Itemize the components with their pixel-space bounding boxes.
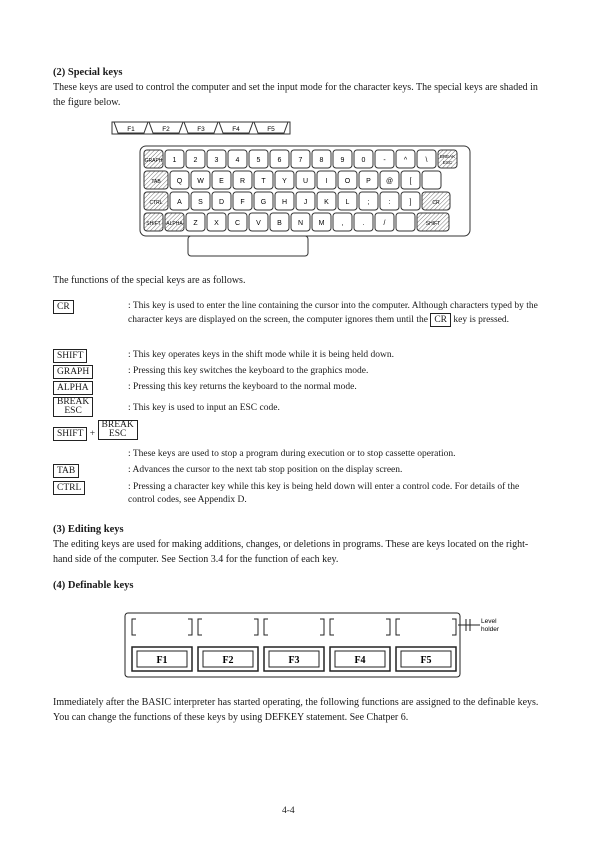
key-n xyxy=(291,213,310,231)
cr-keycap-inline: CR xyxy=(430,313,451,327)
key-shift xyxy=(144,213,163,231)
key-9 xyxy=(333,150,352,168)
def-cr-text: : This key is used to enter the line containing the cursor into the computer. Although characters typed by the character keys are displayed on the screen, the computer ignores them until the CR key is pressed. xyxy=(128,301,538,325)
svg-text:-: - xyxy=(383,157,386,164)
svg-text:F4: F4 xyxy=(354,655,366,666)
key-shift xyxy=(417,213,449,231)
key-s xyxy=(191,192,210,210)
key-p xyxy=(359,171,378,189)
key-x xyxy=(207,213,226,231)
svg-text:N: N xyxy=(297,220,304,227)
key-- xyxy=(401,171,420,189)
svg-text:P: P xyxy=(366,178,371,185)
svg-text:,: , xyxy=(341,220,344,227)
key-- xyxy=(401,192,420,210)
key-blank xyxy=(422,171,441,189)
key-f xyxy=(233,192,252,210)
svg-text:CR: CR xyxy=(432,200,440,206)
key-d xyxy=(212,192,231,210)
special-keys-intro: These keys are used to control the computer and set the input mode for the character keys. The special keys are shaded in the figure below. xyxy=(53,82,538,108)
svg-text:Q: Q xyxy=(176,178,183,185)
svg-text:SHIFT: SHIFT xyxy=(425,221,441,227)
svg-text:D: D xyxy=(218,199,225,206)
shift-keycap: SHIFT xyxy=(53,349,87,363)
key-tab xyxy=(144,171,168,189)
svg-text:B: B xyxy=(277,220,282,227)
svg-text:C: C xyxy=(234,220,241,227)
key-7 xyxy=(291,150,310,168)
svg-text:A: A xyxy=(177,199,182,206)
key-ctrl xyxy=(144,192,168,210)
svg-text:1: 1 xyxy=(172,157,177,164)
svg-text:F4: F4 xyxy=(232,126,240,133)
svg-text:F2: F2 xyxy=(222,655,234,666)
svg-text:J: J xyxy=(303,199,308,206)
break-esc-keycap-combo: BREAK ESC xyxy=(98,420,138,440)
key-i xyxy=(317,171,336,189)
svg-text:ALPHA: ALPHA xyxy=(166,221,183,227)
section-heading-special-keys: (2) Special keys xyxy=(53,67,123,78)
svg-text:G: G xyxy=(260,199,267,206)
definable-keys-body: Immediately after the BASIC interpreter has started operating, the following functions are assigned to the definable keys. You can change the functions of these keys by using DEFKEY statement. See Chatper 6. xyxy=(53,697,539,723)
svg-text:T: T xyxy=(261,178,266,185)
functions-intro: The functions of the special keys are as follows. xyxy=(53,275,246,286)
svg-text:\: \ xyxy=(425,157,428,164)
def-stop-text: : These keys are used to stop a program during execution or to stop cassette operation. xyxy=(128,449,456,459)
svg-text:SHIFT: SHIFT xyxy=(146,221,161,227)
key-- xyxy=(380,192,399,210)
svg-text:0: 0 xyxy=(361,157,366,164)
key-- xyxy=(417,150,436,168)
key-cr xyxy=(422,192,450,210)
level-label: Level xyxy=(481,618,497,625)
key-graph xyxy=(144,150,163,168)
svg-text:9: 9 xyxy=(340,157,345,164)
svg-text:GRAPH: GRAPH xyxy=(144,158,163,164)
key-v xyxy=(249,213,268,231)
plus-sign: + xyxy=(89,429,96,439)
key-g xyxy=(254,192,273,210)
svg-text:R: R xyxy=(239,178,246,185)
svg-text:E: E xyxy=(219,178,224,185)
definable-key-f5 xyxy=(396,647,456,671)
key-t xyxy=(254,171,273,189)
key-- xyxy=(375,213,394,231)
def-break-esc-text: : This key is used to input an ESC code. xyxy=(128,403,280,413)
key-6 xyxy=(270,150,289,168)
svg-text:]: ] xyxy=(409,199,412,206)
break-esc-keycap: BREAK ESC xyxy=(53,397,93,417)
key-l xyxy=(338,192,357,210)
svg-text:4: 4 xyxy=(235,157,240,164)
page-number: 4-4 xyxy=(282,806,295,816)
svg-text:2: 2 xyxy=(193,157,198,164)
key-b xyxy=(270,213,289,231)
svg-text:TAB: TAB xyxy=(151,179,161,185)
key-z xyxy=(186,213,205,231)
svg-text:7: 7 xyxy=(298,157,303,164)
key-y xyxy=(275,171,294,189)
svg-text:^: ^ xyxy=(403,157,408,164)
svg-text:CTRL: CTRL xyxy=(149,200,163,206)
svg-text:H: H xyxy=(281,199,288,206)
svg-text:F2: F2 xyxy=(162,126,170,133)
keyboard-illustration xyxy=(110,118,500,263)
svg-text:M: M xyxy=(318,220,325,227)
key-h xyxy=(275,192,294,210)
svg-text:I: I xyxy=(325,178,328,185)
svg-text:[: [ xyxy=(409,178,412,185)
svg-text:F3: F3 xyxy=(197,126,205,133)
svg-text::: : xyxy=(388,199,391,206)
svg-text:Y: Y xyxy=(282,178,287,185)
editing-keys-body: The editing keys are used for making additions, changes, or deletions in programs. These are keys located on the right-hand side of the computer. See Section 3.4 for the function of each key. xyxy=(53,539,529,565)
svg-text:8: 8 xyxy=(319,157,324,164)
key-u xyxy=(296,171,315,189)
svg-text:3: 3 xyxy=(214,157,219,164)
key-m xyxy=(312,213,331,231)
svg-text:F3: F3 xyxy=(288,655,300,666)
svg-text:K: K xyxy=(324,199,329,206)
section-heading-editing-keys: (3) Editing keys xyxy=(53,524,124,535)
svg-text:ESC: ESC xyxy=(442,160,453,165)
key-5 xyxy=(249,150,268,168)
key-2 xyxy=(186,150,205,168)
key-3 xyxy=(207,150,226,168)
key-- xyxy=(359,192,378,210)
key-- xyxy=(354,213,373,231)
svg-text:V: V xyxy=(256,220,261,227)
def-ctrl-text: : Pressing a character key while this key is being held down will enter a control code. For details of the control codes, see Appendix D. xyxy=(128,482,520,505)
svg-text:.: . xyxy=(362,220,365,227)
svg-text:F5: F5 xyxy=(267,126,275,133)
definable-key-f1 xyxy=(132,647,192,671)
key-a xyxy=(170,192,189,210)
cr-keycap: CR xyxy=(53,300,74,314)
svg-text:;: ; xyxy=(367,199,370,206)
definable-key-f4 xyxy=(330,647,390,671)
key-- xyxy=(333,213,352,231)
definable-key-f3 xyxy=(264,647,324,671)
key-j xyxy=(296,192,315,210)
svg-text:F5: F5 xyxy=(420,655,432,666)
svg-text:F1: F1 xyxy=(127,126,135,133)
definable-keys-illustration xyxy=(120,605,520,685)
alpha-keycap: ALPHA xyxy=(53,381,93,395)
shift-keycap-combo: SHIFT xyxy=(53,427,87,441)
def-tab-text: : Advances the cursor to the next tab stop position on the display screen. xyxy=(128,465,403,475)
key-4 xyxy=(228,150,247,168)
key-- xyxy=(380,171,399,189)
key-q xyxy=(170,171,189,189)
svg-text:F: F xyxy=(240,199,245,206)
svg-text:BREAK: BREAK xyxy=(439,154,456,159)
key-1 xyxy=(165,150,184,168)
key-k xyxy=(317,192,336,210)
key-- xyxy=(375,150,394,168)
svg-text:L: L xyxy=(345,199,350,206)
ctrl-keycap: CTRL xyxy=(53,481,85,495)
def-shift-text: : This key operates keys in the shift mode while it is being held down. xyxy=(128,350,395,360)
key-alpha xyxy=(165,213,184,231)
definable-key-f2 xyxy=(198,647,258,671)
svg-text:F1: F1 xyxy=(156,655,168,666)
key-o xyxy=(338,171,357,189)
key-- xyxy=(396,150,415,168)
tab-keycap: TAB xyxy=(53,464,79,478)
key-break-esc xyxy=(438,150,457,168)
svg-text:Z: Z xyxy=(193,220,198,227)
svg-text:/: / xyxy=(383,220,386,227)
svg-text:5: 5 xyxy=(256,157,261,164)
svg-text:W: W xyxy=(197,178,204,185)
svg-text:U: U xyxy=(302,178,309,185)
key-r xyxy=(233,171,252,189)
svg-text:X: X xyxy=(214,220,219,227)
holder-label: holder xyxy=(481,626,500,633)
key-0 xyxy=(354,150,373,168)
graph-keycap: GRAPH xyxy=(53,365,93,379)
def-graph-text: : Pressing this key switches the keyboard to the graphics mode. xyxy=(128,366,369,376)
key-e xyxy=(212,171,231,189)
svg-text:O: O xyxy=(344,178,351,185)
svg-text:6: 6 xyxy=(277,157,282,164)
key-blank xyxy=(396,213,415,231)
space-bar-key xyxy=(188,236,308,256)
key-c xyxy=(228,213,247,231)
def-alpha-text: : Pressing this key returns the keyboard to the normal mode. xyxy=(128,382,357,392)
svg-text:S: S xyxy=(198,199,203,206)
key-w xyxy=(191,171,210,189)
svg-text:@: @ xyxy=(385,178,394,185)
key-8 xyxy=(312,150,331,168)
section-heading-definable-keys: (4) Definable keys xyxy=(53,580,134,591)
